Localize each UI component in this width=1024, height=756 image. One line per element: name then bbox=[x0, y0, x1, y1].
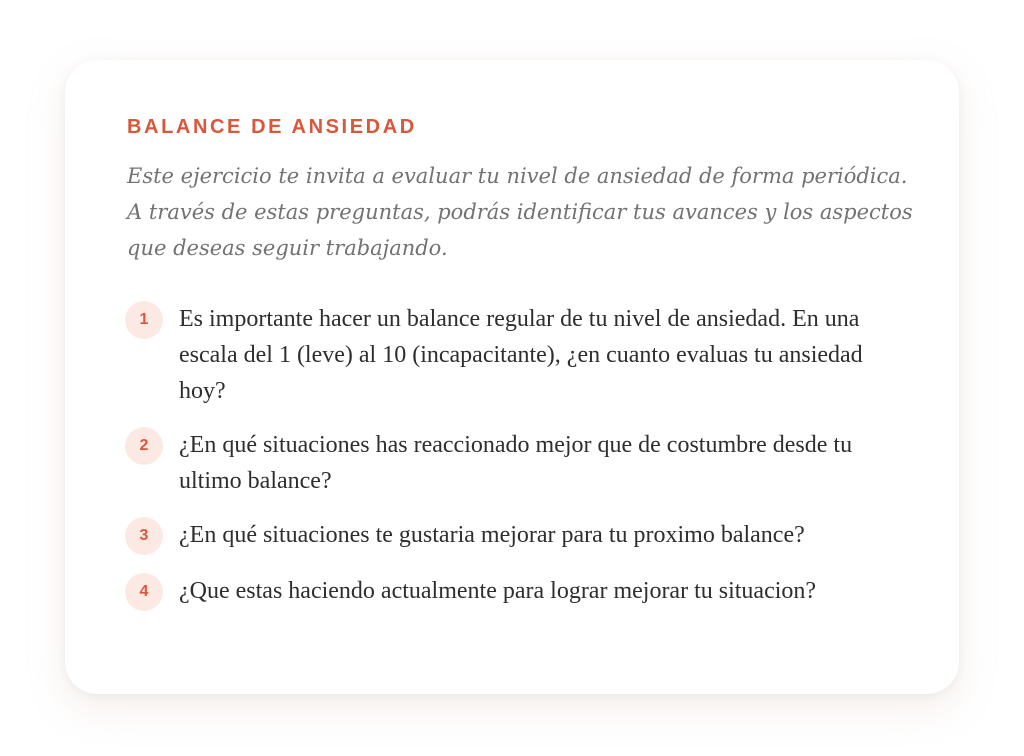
question-text: ¿En qué situaciones te gustaria mejorar para tu proximo balance? bbox=[179, 522, 805, 548]
question-number-badge: 3 bbox=[125, 517, 163, 555]
question-text: Es importante hacer un balance regular de tu nivel de ansiedad. En una escala del 1 (leve) al 10 (incapacitante), ¿en cuanto evaluas tu ansiedad hoy? bbox=[179, 306, 863, 404]
question-text: ¿Que estas haciendo actualmente para lograr mejorar tu situacion? bbox=[179, 578, 817, 604]
exercise-card bbox=[65, 60, 959, 694]
intro-text: Este ejercicio te invita a evaluar tu nivel de ansiedad de forma periódica. A través de estas preguntas, podrás identificar tus avances y los aspectos que deseas seguir trabajando. bbox=[127, 164, 913, 260]
question-number-badge: 4 bbox=[125, 573, 163, 611]
question-text: ¿En qué situaciones has reaccionado mejor que de costumbre desde tu ultimo balance? bbox=[179, 432, 853, 494]
card-title: BALANCE DE ANSIEDAD bbox=[127, 116, 417, 138]
question-number-badge: 1 bbox=[125, 301, 163, 339]
question-number-badge: 2 bbox=[125, 427, 163, 465]
